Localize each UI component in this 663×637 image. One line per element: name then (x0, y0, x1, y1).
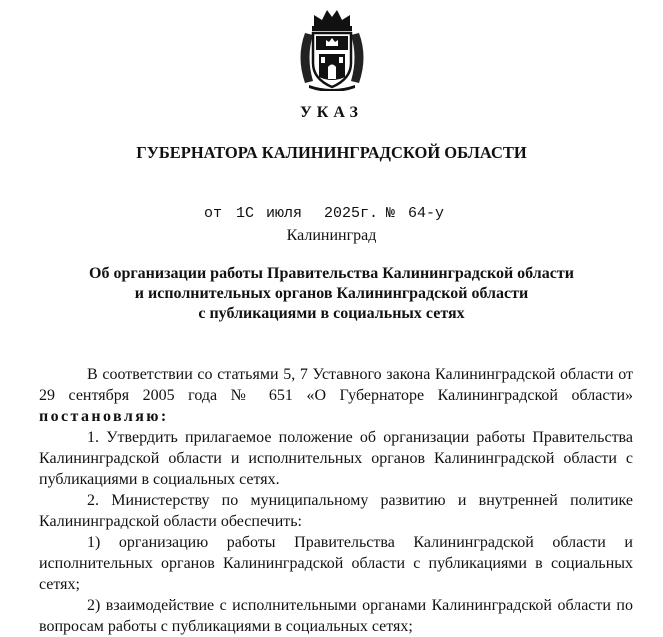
title-line: с публикациями в социальных сетях (198, 305, 465, 322)
decree-body (39, 364, 633, 637)
item-1-paragraph: 1. Утвердить прилагаемое положение об организации работы Правительства Калининградской области и исполнительных органов Калининградской области с публикациями в социальных сетях. (39, 429, 633, 488)
date-prefix: от (204, 205, 223, 222)
date-year: 2025 (324, 205, 361, 222)
title-line: и исполнительных органов Калининградской области (134, 285, 529, 302)
preamble-text: В соответствии со статьями 5, 7 Уставного закона Калининградской области от 29 сентября 2005 года № 651 «О Губернаторе Калининградской области» (39, 366, 633, 404)
issuer-heading: ГУБЕРНАТОРА КАЛИНИНГРАДСКОЙ ОБЛАСТИ (136, 143, 527, 162)
date-year-suffix: г. (360, 205, 379, 222)
title-line: Об организации работы Правительства Калининградской области (89, 265, 574, 282)
decree-number: 64-у (408, 205, 445, 222)
item-2-1-paragraph: 1) организацию работы Правительства Калининградской области и исполнительных органов Калининградской области с публикациями в социальных сетях; (39, 534, 633, 593)
city-name: Калининград (286, 227, 377, 244)
preamble-paragraph (39, 364, 633, 427)
number-sign: № (386, 205, 396, 222)
item-2-2-paragraph: 2) взаимодействие с исполнительными органами Калининградской области по вопросам работы с публикациями в социальных сетях; (39, 597, 633, 635)
kaliningrad-coat-of-arms-icon (291, 7, 373, 91)
preamble-action: постановляю: (39, 408, 169, 425)
decree-date-number-line (204, 205, 444, 222)
date-day: 1С (236, 205, 255, 222)
decree-title (0, 264, 663, 324)
item-2-paragraph: 2. Министерству по муниципальному развитию и внутренней политике Калининградской области обеспечить: (39, 492, 633, 530)
date-month: июля (266, 205, 303, 222)
decree-type-heading: УКАЗ (300, 104, 363, 121)
